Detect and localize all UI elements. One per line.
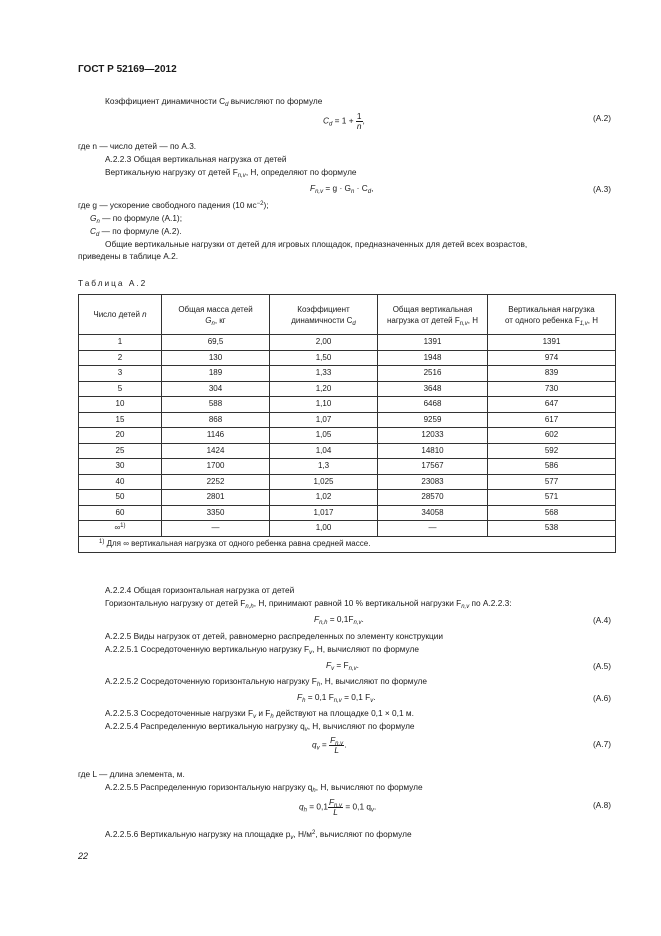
section-a2252: А.2.2.5.2 Сосредоточенную горизонтальную нагрузку $F_h$, Н, вычисляют по формуле xyxy=(105,676,428,688)
paragraph-vertical-load: Вертикальную нагрузку от детей $F_{n,v}$, Н, определяют по формуле xyxy=(105,167,357,179)
paragraph-general-line1: Общие вертикальные нагрузки от детей для игровых площадок, предназначенных для детей всех возрастов, xyxy=(105,239,528,249)
cell: 617 xyxy=(488,412,616,428)
cell: 588 xyxy=(162,397,270,413)
cell: 3 xyxy=(79,366,162,382)
cell: 14810 xyxy=(378,443,488,459)
cell: 189 xyxy=(162,366,270,382)
cell: 3350 xyxy=(162,505,270,521)
table-caption: Таблица А.2 xyxy=(78,278,148,288)
cell: 538 xyxy=(488,521,616,537)
cell: — xyxy=(378,521,488,537)
section-a223-heading: А.2.2.3 Общая вертикальная нагрузка от детей xyxy=(105,154,287,164)
cell: 34058 xyxy=(378,505,488,521)
paragraph-cd-intro: Коэффициент динамичности $C_d$ вычисляют по формуле xyxy=(105,96,323,108)
cell: 304 xyxy=(162,381,270,397)
cell: 15 xyxy=(79,412,162,428)
cell: 40 xyxy=(79,474,162,490)
cell: 1 xyxy=(79,335,162,351)
cell: 592 xyxy=(488,443,616,459)
cell: 1424 xyxy=(162,443,270,459)
cell: 130 xyxy=(162,350,270,366)
section-a2256: А.2.2.5.6 Вертикальную нагрузку на площадке $p_v$, $Н/м^2$, вычисляют по формуле xyxy=(105,829,412,841)
cell: 1948 xyxy=(378,350,488,366)
cell: 839 xyxy=(488,366,616,382)
table-row xyxy=(79,350,616,366)
table-row xyxy=(79,474,616,490)
cell: 2516 xyxy=(378,366,488,382)
cell: 974 xyxy=(488,350,616,366)
cell: 1391 xyxy=(488,335,616,351)
cell: 28570 xyxy=(378,490,488,506)
table-header-row xyxy=(79,295,616,335)
cell: 1146 xyxy=(162,428,270,444)
where-l: где L — длина элемента, м. xyxy=(78,769,185,779)
where-gn: $G_n$ — по формуле (А.1); xyxy=(90,213,182,225)
paragraph-general-line2: приведены в таблице А.2. xyxy=(78,251,179,261)
equation-number-a3: (A.3) xyxy=(593,184,611,194)
cell: 1,00 xyxy=(270,521,378,537)
cell: 1,017 xyxy=(270,505,378,521)
table-row xyxy=(79,366,616,382)
cell: 1,50 xyxy=(270,350,378,366)
cell: 30 xyxy=(79,459,162,475)
cell: 1,02 xyxy=(270,490,378,506)
cell: 1,025 xyxy=(270,474,378,490)
where-g: где g — ускорение свободного падения (10 $мс^{-2}$); xyxy=(78,200,269,210)
formula-a7: $q_v$ = $\frac{F_{n,v}}{L}$ . xyxy=(312,735,347,755)
section-a225-heading: А.2.2.5 Виды нагрузок от детей, равномерно распределенных по элементу конструкции xyxy=(105,631,444,641)
cell: 1,33 xyxy=(270,366,378,382)
cell: 12033 xyxy=(378,428,488,444)
column-header-children-count: Число детей n xyxy=(79,295,162,335)
cell: 1,10 xyxy=(270,397,378,413)
cell: 25 xyxy=(79,443,162,459)
column-header-total-mass: Общая масса детей $G_n$, кг xyxy=(162,295,270,335)
formula-a2: $C_d = 1$ + $\frac{1}{n}$ , xyxy=(323,111,365,131)
table-row xyxy=(79,490,616,506)
equation-number-a4: (A.4) xyxy=(593,615,611,625)
table-row xyxy=(79,335,616,351)
section-a224-heading: А.2.2.4 Общая горизонтальная нагрузка от детей xyxy=(105,585,295,595)
cell: 868 xyxy=(162,412,270,428)
table-row xyxy=(79,381,616,397)
cell: 586 xyxy=(488,459,616,475)
cell: 5 xyxy=(79,381,162,397)
page-number: 22 xyxy=(78,851,89,861)
formula-a4: $F_{n,h} = 0,1F_{n,v}$. xyxy=(314,614,364,626)
cell: 2 xyxy=(79,350,162,366)
section-a2255: А.2.2.5.5 Распределенную горизонтальную нагрузку $q_h$, Н, вычисляют по формуле xyxy=(105,782,423,794)
formula-a8: $q_h = 0,1$ $\frac{F_{n,v}}{L}$ = 0,1 $q_v$. xyxy=(299,797,377,817)
table-footnote-row xyxy=(79,536,616,552)
cell: 3648 xyxy=(378,381,488,397)
section-a2254: А.2.2.5.4 Распределенную вертикальную нагрузку $q_v$, Н, вычисляют по формуле xyxy=(105,721,415,733)
cell: 23083 xyxy=(378,474,488,490)
where-cd: $C_d$ — по формуле (А.2). xyxy=(90,226,182,238)
table-row xyxy=(79,459,616,475)
cell: 17567 xyxy=(378,459,488,475)
table-row xyxy=(79,521,616,537)
cell: 10 xyxy=(79,397,162,413)
column-header-load-per-child: Вертикальная нагрузка от одного ребенка $F_{1,v}$, Н xyxy=(488,295,616,335)
cell: 50 xyxy=(79,490,162,506)
equation-number-a6: (A.6) xyxy=(593,693,611,703)
cell: 647 xyxy=(488,397,616,413)
paragraph-horizontal-load: Горизонтальную нагрузку от детей $F_{n,h}$, Н, принимают равной 10 % вертикальной нагрузки $F_{n,v}$ по А.2.2.3: xyxy=(105,598,512,610)
equation-number-a5: (A.5) xyxy=(593,661,611,671)
section-a2251: А.2.2.5.1 Сосредоточенную вертикальную нагрузку $F_v$, Н, вычисляют по формуле xyxy=(105,644,419,656)
cell: 602 xyxy=(488,428,616,444)
cell: 60 xyxy=(79,505,162,521)
cell: 1,3 xyxy=(270,459,378,475)
cell: 6468 xyxy=(378,397,488,413)
cell: 571 xyxy=(488,490,616,506)
cell: 1391 xyxy=(378,335,488,351)
cell: 1700 xyxy=(162,459,270,475)
cell: 9259 xyxy=(378,412,488,428)
cell: 1,05 xyxy=(270,428,378,444)
cell: 1,04 xyxy=(270,443,378,459)
cell: 730 xyxy=(488,381,616,397)
cell: 2801 xyxy=(162,490,270,506)
table-row xyxy=(79,397,616,413)
cell: 568 xyxy=(488,505,616,521)
cell: 1,07 xyxy=(270,412,378,428)
formula-a5: $F_v = F_{n,v}$. xyxy=(326,660,359,672)
cell: ∞$^{1)}$ xyxy=(79,521,162,537)
equation-number-a8: (A.8) xyxy=(593,800,611,810)
equation-number-a2: (A.2) xyxy=(593,113,611,123)
formula-a3: $F_{n,v} = g \cdot G_n \cdot C_d$, xyxy=(310,183,374,195)
table-row xyxy=(79,412,616,428)
cell: 2,00 xyxy=(270,335,378,351)
table-row xyxy=(79,428,616,444)
table-footnote: $^{1)}$ Для ∞ вертикальная нагрузка от одного ребенка равна средней массе. xyxy=(79,536,616,552)
cell: 20 xyxy=(79,428,162,444)
section-a2253: А.2.2.5.3 Сосредоточенные нагрузки $F_v$ и $F_h$ действуют на площадке 0,1 × 0,1 м. xyxy=(105,708,414,720)
table-row xyxy=(79,443,616,459)
column-header-total-vertical-load: Общая вертикальная нагрузка от детей $F_{n,v}$, Н xyxy=(378,295,488,335)
column-header-dynamic-coefficient: Коэффициент динамичности $C_d$ xyxy=(270,295,378,335)
equation-number-a7: (A.7) xyxy=(593,739,611,749)
document-header: ГОСТ Р 52169—2012 xyxy=(78,64,177,75)
cell: 2252 xyxy=(162,474,270,490)
table-a2 xyxy=(78,294,616,553)
table-row xyxy=(79,505,616,521)
cell: 69,5 xyxy=(162,335,270,351)
formula-a6: $F_h = 0,1$ $F_{n,v} = 0,1$ $F_v$. xyxy=(297,692,376,704)
where-n: где n — число детей — по А.3. xyxy=(78,141,197,151)
cell: 577 xyxy=(488,474,616,490)
cell: 1,20 xyxy=(270,381,378,397)
cell: — xyxy=(162,521,270,537)
